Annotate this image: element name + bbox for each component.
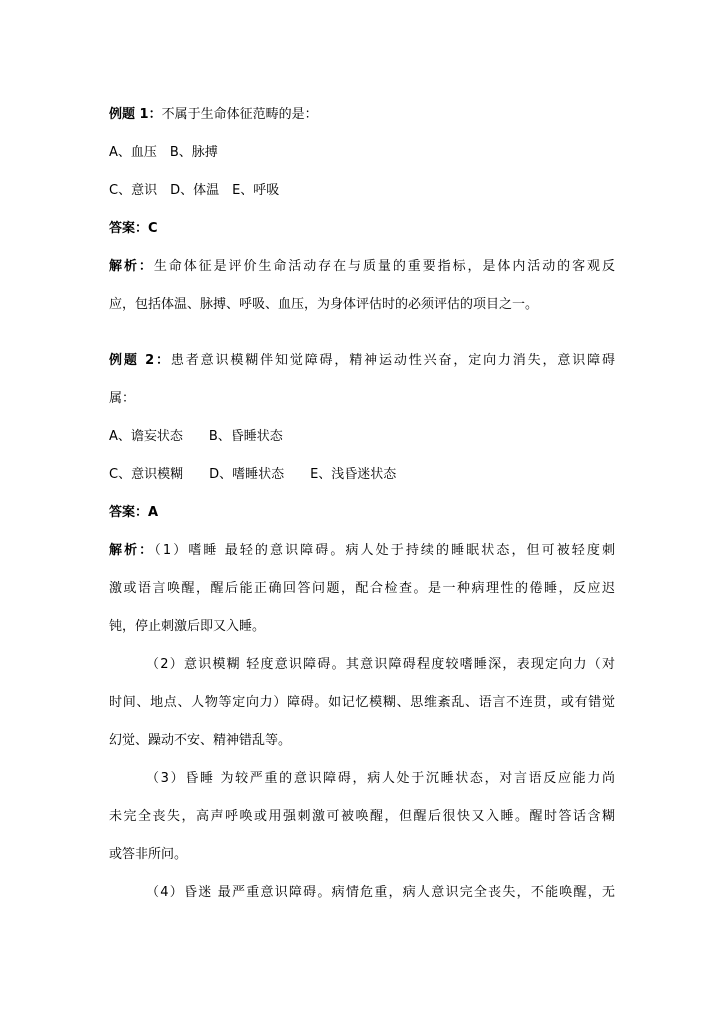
q2-label: 例题 2：	[109, 353, 171, 368]
q1-analysis-text1: 生命体征是评价生命活动存在与质量的重要指标，是体内活动的客观反	[153, 259, 615, 274]
q2-options-line1: A、谵妄状态 B、昏睡状态	[109, 429, 283, 444]
q1-options-line1: A、血压 B、脉搏	[109, 145, 218, 160]
q1-question	[109, 106, 318, 124]
q2-analysis-p1-line1	[109, 542, 615, 560]
q2-question-text1: 患者意识模糊伴知觉障碍，精神运动性兴奋，定向力消失，意识障碍	[170, 353, 615, 368]
q2-analysis-p1-text1: （1）嗜睡 最轻的意识障碍。病人处于持续的睡眠状态，但可被轻度刺	[154, 543, 615, 558]
q2-analysis-p2-line1: （2）意识模糊 轻度意识障碍。其意识障碍程度较嗜睡深，表现定向力（对	[146, 657, 615, 672]
q2-question-line2: 属：	[109, 391, 136, 406]
q2-analysis-p1-line3: 钝，停止刺激后即又入睡。	[109, 619, 266, 634]
q2-answer-value: A	[148, 505, 159, 520]
q1-analysis-line2: 应，包括体温、脉搏、呼吸、血压，为身体评估时的必须评估的项目之一。	[109, 297, 539, 312]
q2-analysis-p4-line1: （4）昏迷 最严重意识障碍。病情危重，病人意识完全丧失，不能唤醒，无	[146, 885, 615, 900]
q1-answer-label: 答案：	[109, 221, 149, 236]
q2-answer	[109, 504, 158, 522]
q1-analysis-label: 解析：	[109, 259, 154, 274]
q1-answer	[109, 220, 158, 238]
q1-options-line2: C、意识 D、体温 E、呼吸	[109, 183, 280, 198]
q2-analysis-p2-line3: 幻觉、躁动不安、精神错乱等。	[109, 733, 292, 748]
q2-options-line2: C、意识模糊 D、嗜睡状态 E、浅昏迷状态	[109, 467, 397, 482]
q2-question-line1	[109, 352, 615, 370]
q2-answer-label: 答案：	[109, 505, 149, 520]
q2-analysis-p3-line1: （3）昏睡 为较严重的意识障碍，病人处于沉睡状态，对言语反应能力尚	[146, 771, 615, 786]
q2-analysis-p3-line2: 未完全丧失，高声呼唤或用强刺激可被唤醒，但醒后很快又入睡。醒时答话含糊	[109, 809, 615, 824]
q1-label: 例题 1：	[109, 107, 162, 122]
q2-analysis-p2-line2: 时间、地点、人物等定向力）障碍。如记忆模糊、思维紊乱、语言不连贯，或有错觉	[109, 695, 615, 710]
q2-analysis-p3-line3: 或答非所问。	[109, 847, 188, 862]
q2-analysis-p1-line2: 激或语言唤醒，醒后能正确回答问题，配合检查。是一种病理性的倦睡，反应迟	[109, 581, 615, 596]
q2-analysis-label: 解析：	[109, 543, 155, 558]
q1-answer-value: C	[148, 221, 158, 236]
q1-analysis-line1	[109, 258, 615, 276]
q1-question-text: 不属于生命体征范畴的是：	[161, 107, 318, 122]
